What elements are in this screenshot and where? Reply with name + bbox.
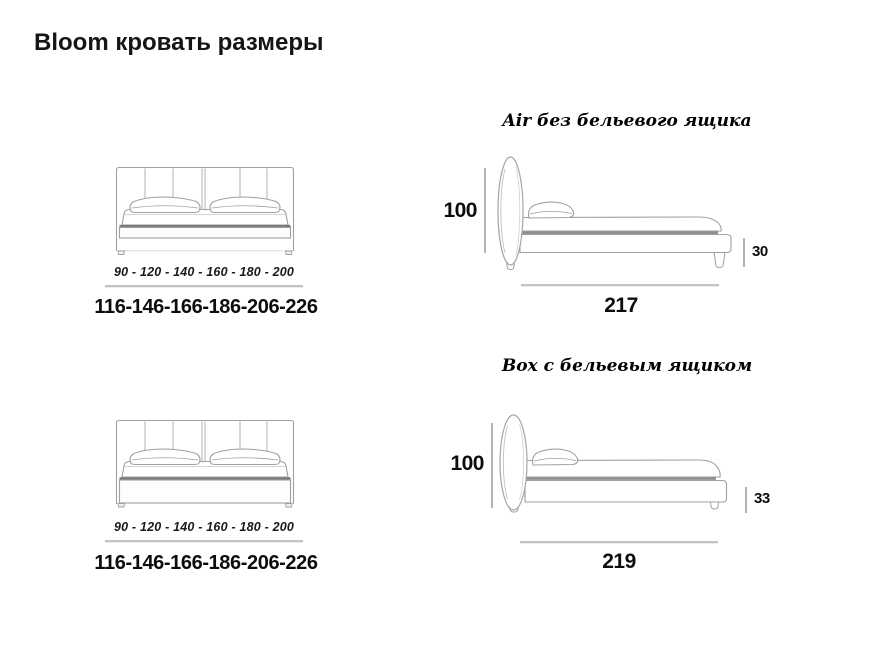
page-title: Bloom кровать размеры: [34, 29, 324, 56]
width-dimension-line-air: [105, 285, 303, 288]
height-label-box: 100: [450, 452, 484, 475]
bed-front-view-illustration-box: [114, 417, 296, 509]
bed-front-view-illustration-air: [114, 164, 296, 256]
frame-widths-label-box: 116-146-166-186-206-226: [94, 552, 318, 574]
base-height-label-box: 33: [754, 490, 770, 507]
bed-side-view-illustration-air: [445, 155, 745, 270]
mattress-widths-label-air: 90 - 120 - 140 - 160 - 180 - 200: [113, 265, 295, 279]
length-label-box: 219: [602, 550, 636, 573]
bed-side-view-illustration-box: [445, 408, 745, 523]
base-height-dimension-line-air: [743, 238, 745, 267]
height-dimension-line-box: [491, 423, 493, 508]
section-box-label: Box с бельевым ящиком: [501, 356, 753, 376]
height-dimension-line-air: [484, 168, 486, 253]
width-dimension-line-box: [105, 540, 303, 543]
section-air-label: Air без бельевого ящика: [502, 111, 752, 131]
length-label-air: 217: [604, 294, 638, 317]
mattress-widths-label-box: 90 - 120 - 140 - 160 - 180 - 200: [113, 520, 295, 534]
length-dimension-line-air: [521, 284, 719, 287]
height-label-air: 100: [443, 199, 477, 222]
base-height-label-air: 30: [752, 243, 768, 260]
length-dimension-line-box: [520, 541, 718, 544]
frame-widths-label-air: 116-146-166-186-206-226: [94, 296, 318, 318]
base-height-dimension-line-box: [745, 487, 747, 513]
